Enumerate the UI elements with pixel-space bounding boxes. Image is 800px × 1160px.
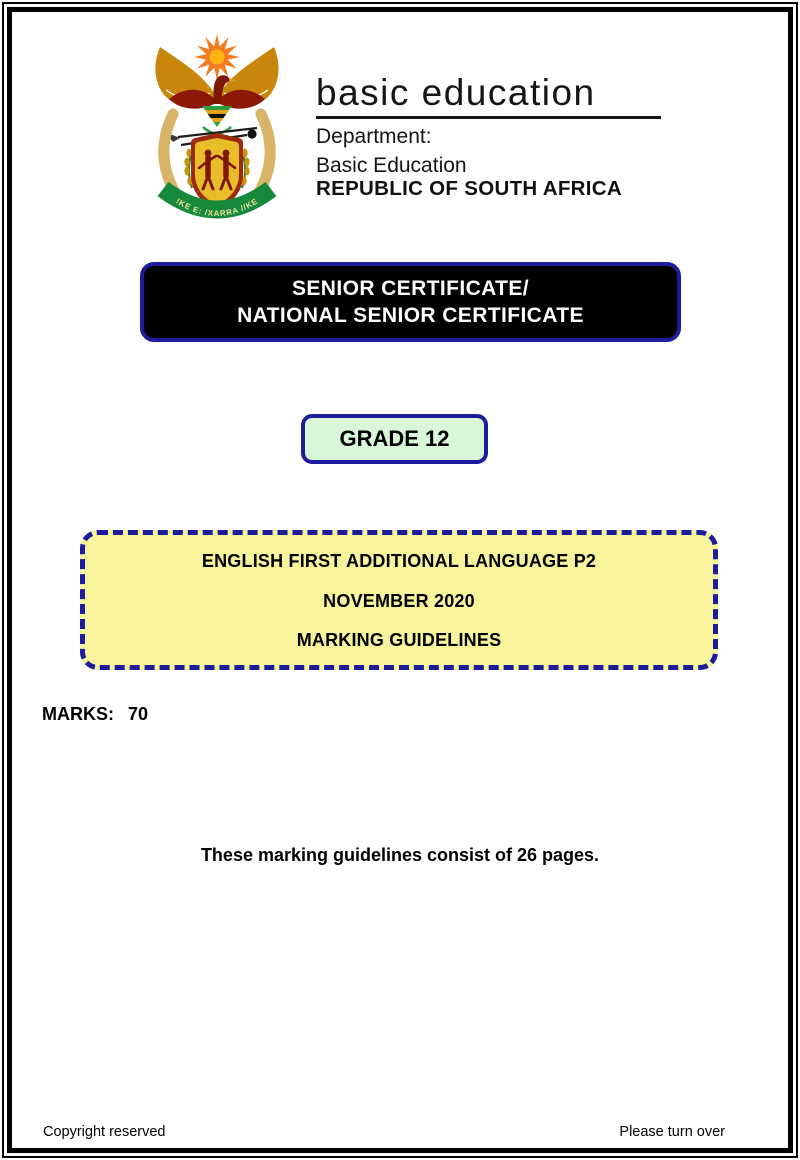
marks-value: 70	[128, 704, 149, 724]
footer-copyright: Copyright reserved	[43, 1124, 166, 1140]
certificate-line2: NATIONAL SENIOR CERTIFICATE	[237, 304, 584, 327]
marks-line	[42, 704, 148, 725]
exam-session: NOVEMBER 2020	[323, 590, 475, 611]
exam-title: ENGLISH FIRST ADDITIONAL LANGUAGE P2	[201, 551, 597, 571]
certificate-banner	[140, 262, 681, 342]
certificate-line1: SENIOR CERTIFICATE/	[291, 277, 530, 300]
dept-line2: Basic Education	[316, 154, 467, 177]
exam-title-box	[80, 530, 718, 670]
wordmark: basic education	[316, 72, 596, 113]
motto-text: !KE E: /XARRA //KE	[174, 196, 260, 219]
coat-of-arms-logo	[144, 30, 294, 220]
exam-doc-type: MARKING GUIDELINES	[296, 630, 502, 650]
marks-label: MARKS:	[42, 704, 114, 724]
grade-badge: GRADE 12	[301, 414, 488, 464]
dept-line1: Department:	[316, 125, 432, 148]
department-header	[316, 72, 676, 200]
footer-turn-over: Please turn over	[619, 1124, 725, 1140]
country-line: REPUBLIC OF SOUTH AFRICA	[316, 177, 622, 200]
wordmark-rule	[316, 116, 661, 119]
pages-note: These marking guidelines consist of 26 pages.	[200, 845, 600, 865]
